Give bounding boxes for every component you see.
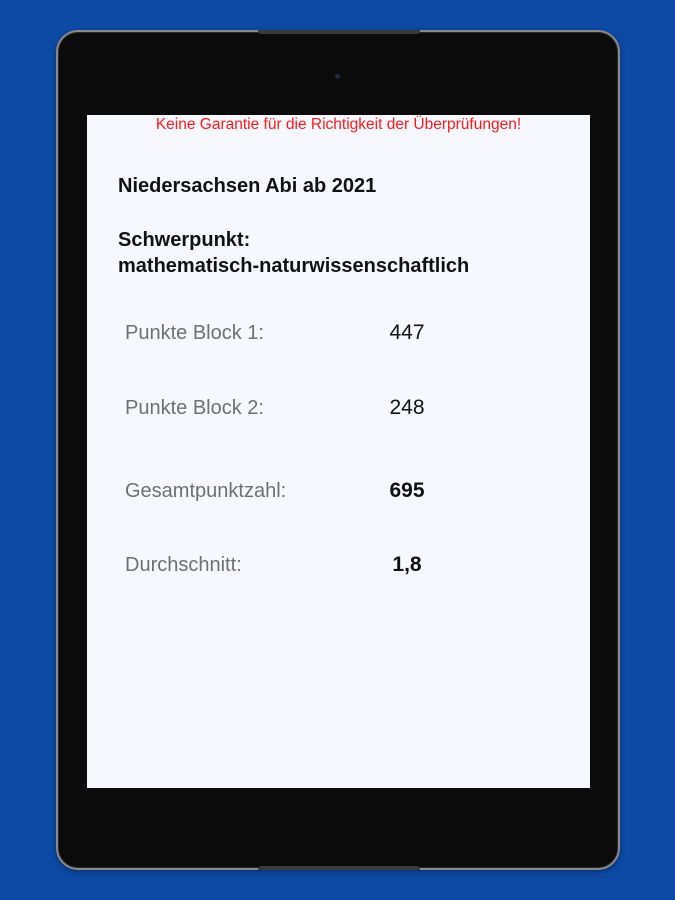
page-title: Niedersachsen Abi ab 2021 [118,175,377,197]
camera-icon [335,74,340,79]
block2-label: Punkte Block 2: [125,397,264,419]
block1-label: Punkte Block 1: [125,322,264,344]
focus-heading-label: Schwerpunkt: [118,229,251,251]
average-label: Durchschnitt: [125,554,242,576]
tablet-top-edge [258,30,420,34]
block2-value: 248 [389,396,425,419]
total-points-value: 695 [389,479,425,502]
app-screen [87,115,590,788]
average-value: 1,8 [392,553,422,576]
block1-value: 447 [389,321,425,344]
focus-heading-value: mathematisch-naturwissenschaftlich [118,255,470,277]
total-points-label: Gesamtpunktzahl: [125,480,287,502]
tablet-bottom-edge [258,866,420,870]
disclaimer-banner: Keine Garantie für die Richtigkeit der Überprüfungen! [155,116,522,133]
tablet-frame [56,30,620,870]
focus-heading [118,227,578,279]
